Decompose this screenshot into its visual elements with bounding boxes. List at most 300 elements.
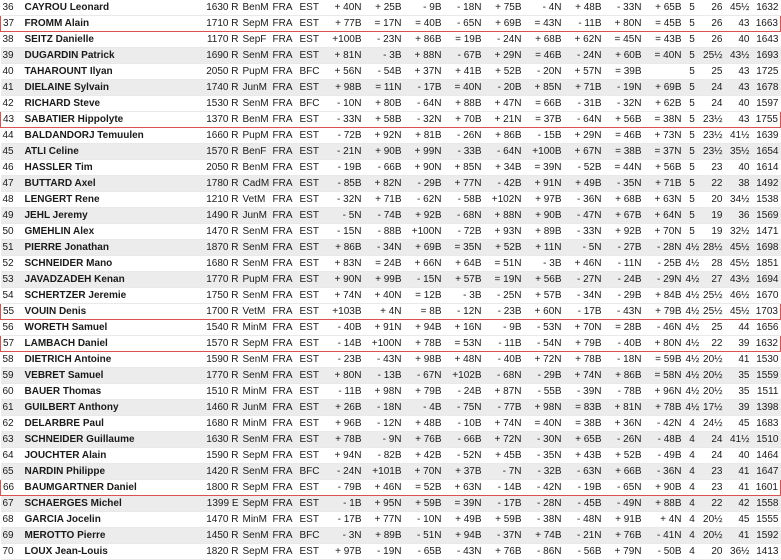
round-4-result: = 19B (444, 32, 484, 48)
table-row[interactable] (1, 544, 781, 560)
tiebreak-1-cell: 22 (701, 176, 725, 192)
round-9-result: - 29N (644, 272, 684, 288)
rank-cell: 64 (1, 448, 23, 464)
tiebreak-1-cell: 17½ (701, 400, 725, 416)
round-3-result: + 66N (404, 256, 444, 272)
round-4-result: - 24B (444, 384, 484, 400)
round-1-result: - 15N (324, 224, 364, 240)
round-8-result: = 46B (604, 128, 644, 144)
category-cell: SepM (241, 496, 271, 512)
table-row[interactable] (1, 176, 781, 192)
tiebreak-2-cell: 43 (725, 64, 752, 80)
league-cell: BFC (298, 64, 324, 80)
rank-cell: 45 (1, 144, 23, 160)
round-4-result: + 77N (444, 176, 484, 192)
table-row[interactable] (1, 32, 781, 48)
rank-cell: 52 (1, 256, 23, 272)
player-name-link[interactable]: TAHAROUNT Ilyan (23, 64, 203, 80)
player-name-link[interactable]: GUILBERT Anthony (23, 400, 203, 416)
federation-cell: FRA (271, 144, 298, 160)
round-6-result: - 32B (524, 464, 564, 480)
round-1-result: - 1B (324, 496, 364, 512)
federation-cell: FRA (271, 368, 298, 384)
tiebreak-2-cell: 35 (725, 384, 752, 400)
round-5-result: + 47N (484, 96, 524, 112)
rating-cell: 1630 R (203, 432, 241, 448)
performance-cell: 1632 (752, 0, 781, 16)
round-1-result: - 32N (324, 192, 364, 208)
points-cell: 4 (684, 480, 701, 496)
round-2-result: = 24B (364, 256, 404, 272)
table-row[interactable] (1, 320, 781, 336)
round-8-result: - 18N (604, 352, 644, 368)
round-3-result: + 48B (404, 416, 444, 432)
table-row[interactable] (1, 272, 781, 288)
federation-cell: FRA (271, 0, 298, 16)
round-1-result: + 81N (324, 48, 364, 64)
player-name-link[interactable]: GARCIA Jocelin (23, 512, 203, 528)
round-7-result: - 36N (564, 192, 604, 208)
table-row[interactable] (1, 304, 781, 320)
round-3-result: + 99N (404, 144, 444, 160)
round-6-result: + 60N (524, 304, 564, 320)
rank-cell: 43 (1, 112, 23, 128)
player-name-link[interactable]: BUTTARD Axel (23, 176, 203, 192)
round-2-result: - 88B (364, 224, 404, 240)
rank-cell: 50 (1, 224, 23, 240)
federation-cell: FRA (271, 208, 298, 224)
category-cell: SepM (241, 448, 271, 464)
player-name-link[interactable]: PIERRE Jonathan (23, 240, 203, 256)
player-name-link[interactable]: JAVADZADEH Kenan (23, 272, 203, 288)
tiebreak-1-cell: 25 (701, 64, 725, 80)
player-name-link[interactable]: ATLI Celine (23, 144, 203, 160)
round-8-result: + 86B (604, 368, 644, 384)
round-4-result: + 70B (444, 112, 484, 128)
rank-cell: 38 (1, 32, 23, 48)
player-name-link[interactable]: SCHERTZER Jeremie (23, 288, 203, 304)
rank-cell: 69 (1, 528, 23, 544)
player-name-link[interactable]: HASSLER Tim (23, 160, 203, 176)
league-cell: EST (298, 384, 324, 400)
round-6-result: = 46B (524, 48, 564, 64)
tiebreak-1-cell: 23 (701, 480, 725, 496)
table-row[interactable] (1, 464, 781, 480)
rating-cell: 1690 R (203, 48, 241, 64)
rank-cell: 36 (1, 0, 23, 16)
round-5-result: + 93N (484, 224, 524, 240)
table-row[interactable] (1, 128, 781, 144)
table-row[interactable] (1, 432, 781, 448)
tiebreak-1-cell: 20½ (701, 528, 725, 544)
round-3-result: = 40B (404, 16, 444, 32)
federation-cell: FRA (271, 432, 298, 448)
tiebreak-1-cell: 23 (701, 160, 725, 176)
performance-cell: 1703 (752, 304, 781, 320)
performance-cell: 1510 (752, 432, 781, 448)
rating-cell: 1750 R (203, 288, 241, 304)
points-cell: 5 (684, 32, 701, 48)
round-2-result: + 46N (364, 480, 404, 496)
round-3-result: + 78B (404, 336, 444, 352)
table-row[interactable] (1, 80, 781, 96)
player-name-link[interactable]: DIELAINE Sylvain (23, 80, 203, 96)
performance-cell: 1492 (752, 176, 781, 192)
round-8-result: - 65N (604, 480, 644, 496)
points-cell: 4 (684, 544, 701, 560)
tiebreak-1-cell: 24 (701, 80, 725, 96)
player-name-link[interactable]: LOUX Jean-Louis (23, 544, 203, 560)
player-name-link[interactable]: JOUCHTER Alain (23, 448, 203, 464)
round-5-result: + 29N (484, 48, 524, 64)
player-name-link[interactable]: VEBRET Samuel (23, 368, 203, 384)
rank-cell: 42 (1, 96, 23, 112)
player-name-link[interactable]: RICHARD Steve (23, 96, 203, 112)
performance-cell: 1592 (752, 528, 781, 544)
performance-cell: 1694 (752, 272, 781, 288)
player-name-link[interactable]: GMEHLIN Alex (23, 224, 203, 240)
round-9-result: + 65B (644, 0, 684, 16)
points-cell: 4½ (684, 304, 701, 320)
rating-cell: 1570 R (203, 336, 241, 352)
round-1-result: +100B (324, 32, 364, 48)
performance-cell: 1558 (752, 496, 781, 512)
table-row[interactable] (1, 224, 781, 240)
round-9-result: = 37N (644, 144, 684, 160)
round-6-result: - 3B (524, 256, 564, 272)
table-row[interactable] (1, 208, 781, 224)
tiebreak-2-cell: 39 (725, 400, 752, 416)
tiebreak-1-cell: 25½ (701, 48, 725, 64)
round-6-result: + 90B (524, 208, 564, 224)
table-row[interactable] (1, 352, 781, 368)
player-name-link[interactable]: SCHNEIDER Mano (23, 256, 203, 272)
player-name-link[interactable]: DUGARDIN Patrick (23, 48, 203, 64)
round-9-result: + 84B (644, 288, 684, 304)
rank-cell: 44 (1, 128, 23, 144)
table-row[interactable] (1, 96, 781, 112)
round-4-result: + 37B (444, 464, 484, 480)
player-name-link[interactable]: LAMBACH Daniel (23, 336, 203, 352)
round-6-result: + 56B (524, 272, 564, 288)
rating-cell: 1590 R (203, 448, 241, 464)
table-row[interactable] (1, 240, 781, 256)
table-row[interactable] (1, 192, 781, 208)
federation-cell: FRA (271, 288, 298, 304)
performance-cell: 1851 (752, 256, 781, 272)
round-8-result: + 80N (604, 16, 644, 32)
rating-cell: 1460 R (203, 400, 241, 416)
table-row[interactable] (1, 480, 781, 496)
points-cell: 4½ (684, 256, 701, 272)
table-row[interactable] (1, 16, 781, 32)
tiebreak-1-cell: 28½ (701, 240, 725, 256)
performance-cell: 1755 (752, 112, 781, 128)
category-cell: SenM (241, 528, 271, 544)
table-row[interactable] (1, 336, 781, 352)
round-2-result: + 82N (364, 176, 404, 192)
round-5-result: = 51N (484, 256, 524, 272)
player-name-link[interactable]: NARDIN Philippe (23, 464, 203, 480)
round-7-result: - 33N (564, 224, 604, 240)
round-3-result: = 8B (404, 304, 444, 320)
table-row[interactable] (1, 112, 781, 128)
round-6-result: - 30N (524, 432, 564, 448)
tiebreak-1-cell: 25½ (701, 304, 725, 320)
league-cell: EST (298, 0, 324, 16)
round-4-result: - 33B (444, 144, 484, 160)
round-6-result: = 37B (524, 112, 564, 128)
category-cell: JunM (241, 80, 271, 96)
player-name-link[interactable]: FROMM Alain (23, 16, 203, 32)
player-name-link[interactable]: SEITZ Danielle (23, 32, 203, 48)
tiebreak-2-cell: 35 (725, 368, 752, 384)
tiebreak-2-cell: 39 (725, 336, 752, 352)
category-cell: SenM (241, 368, 271, 384)
round-2-result: - 13B (364, 368, 404, 384)
performance-cell: 1725 (752, 64, 781, 80)
tiebreak-2-cell: 40 (725, 160, 752, 176)
points-cell: 4 (684, 416, 701, 432)
tiebreak-2-cell: 45 (725, 416, 752, 432)
table-row[interactable] (1, 400, 781, 416)
tiebreak-1-cell: 26 (701, 0, 725, 16)
tiebreak-2-cell: 45½ (725, 0, 752, 16)
round-5-result: - 23B (484, 304, 524, 320)
points-cell: 5 (684, 16, 701, 32)
tiebreak-1-cell: 20½ (701, 352, 725, 368)
points-cell: 4 (684, 496, 701, 512)
round-4-result: - 18N (444, 0, 484, 16)
round-3-result: - 29B (404, 176, 444, 192)
round-3-result: + 81B (404, 128, 444, 144)
table-row[interactable] (1, 448, 781, 464)
league-cell: EST (298, 48, 324, 64)
table-row[interactable] (1, 64, 781, 80)
player-name-link[interactable]: WORETH Samuel (23, 320, 203, 336)
tiebreak-2-cell: 36½ (725, 544, 752, 560)
player-name-link[interactable]: SABATIER Hippolyte (23, 112, 203, 128)
round-6-result: + 98N (524, 400, 564, 416)
tiebreak-2-cell: 41 (725, 464, 752, 480)
round-2-result: + 77N (364, 512, 404, 528)
performance-cell: 1639 (752, 128, 781, 144)
round-7-result: - 63N (564, 464, 604, 480)
round-7-result: + 49B (564, 176, 604, 192)
round-9-result: + 80N (644, 336, 684, 352)
round-4-result: - 26N (444, 128, 484, 144)
rating-cell: 1710 R (203, 16, 241, 32)
round-6-result: = 66B (524, 96, 564, 112)
points-cell: 5 (684, 0, 701, 16)
league-cell: EST (298, 416, 324, 432)
round-6-result: - 20N (524, 64, 564, 80)
table-row[interactable] (1, 496, 781, 512)
round-8-result: + 56B (604, 112, 644, 128)
tiebreak-2-cell: 43 (725, 80, 752, 96)
round-8-result: + 60B (604, 48, 644, 64)
round-1-result: - 19B (324, 160, 364, 176)
performance-cell: 1647 (752, 464, 781, 480)
league-cell: EST (298, 128, 324, 144)
category-cell: MinM (241, 416, 271, 432)
round-6-result: - 55B (524, 384, 564, 400)
rating-cell: 1420 R (203, 464, 241, 480)
federation-cell: FRA (271, 304, 298, 320)
federation-cell: FRA (271, 496, 298, 512)
round-6-result: + 89B (524, 224, 564, 240)
round-4-result: = 53N (444, 336, 484, 352)
rating-cell: 1820 R (203, 544, 241, 560)
category-cell: SenM (241, 224, 271, 240)
performance-cell: 1693 (752, 48, 781, 64)
category-cell: BenM (241, 0, 271, 16)
round-1-result: - 40B (324, 320, 364, 336)
rating-cell: 1370 R (203, 112, 241, 128)
round-5-result: + 52B (484, 64, 524, 80)
round-4-result: - 72B (444, 224, 484, 240)
round-3-result: - 64N (404, 96, 444, 112)
round-2-result: - 19N (364, 544, 404, 560)
table-row[interactable] (1, 512, 781, 528)
round-6-result: - 54N (524, 336, 564, 352)
table-row[interactable] (1, 416, 781, 432)
performance-cell: 1670 (752, 288, 781, 304)
round-7-result: + 62N (564, 32, 604, 48)
rating-cell: 1490 R (203, 208, 241, 224)
player-name-link[interactable]: BAUER Thomas (23, 384, 203, 400)
round-1-result: - 11B (324, 384, 364, 400)
round-7-result: - 21N (564, 528, 604, 544)
round-4-result: - 43N (444, 544, 484, 560)
points-cell: 4½ (684, 352, 701, 368)
player-name-link[interactable]: LENGERT Rene (23, 192, 203, 208)
points-cell: 4½ (684, 240, 701, 256)
points-cell: 4½ (684, 400, 701, 416)
table-row[interactable] (1, 256, 781, 272)
round-7-result: - 45B (564, 496, 604, 512)
points-cell: 4 (684, 448, 701, 464)
round-8-result: + 52B (604, 448, 644, 464)
federation-cell: FRA (271, 160, 298, 176)
round-8-result: - 27B (604, 240, 644, 256)
round-9-result: = 43B (644, 32, 684, 48)
player-name-link[interactable]: MEROTTO Pierre (23, 528, 203, 544)
round-2-result: +100N (364, 336, 404, 352)
category-cell: MinM (241, 512, 271, 528)
table-row[interactable] (1, 48, 781, 64)
round-9-result: + 70N (644, 224, 684, 240)
round-2-result: + 80B (364, 96, 404, 112)
round-7-result: - 39N (564, 384, 604, 400)
round-8-result: = 44N (604, 160, 644, 176)
league-cell: EST (298, 544, 324, 560)
round-6-result: = 40N (524, 416, 564, 432)
round-7-result: - 27N (564, 272, 604, 288)
federation-cell: FRA (271, 96, 298, 112)
round-4-result: + 49B (444, 512, 484, 528)
round-5-result: - 7N (484, 464, 524, 480)
round-9-result: + 96N (644, 384, 684, 400)
player-name-link[interactable]: DIETRICH Antoine (23, 352, 203, 368)
player-name-link[interactable]: BALDANDORJ Temuulen (23, 128, 203, 144)
table-row[interactable] (1, 144, 781, 160)
player-name-link[interactable]: SCHAERGES Michel (23, 496, 203, 512)
points-cell: 5 (684, 96, 701, 112)
round-4-result: = 39N (444, 496, 484, 512)
round-3-result: + 88N (404, 48, 444, 64)
round-1-result: + 78B (324, 432, 364, 448)
round-5-result: - 64N (484, 144, 524, 160)
round-2-result: - 66B (364, 160, 404, 176)
player-name-link[interactable]: JEHL Jeremy (23, 208, 203, 224)
round-2-result: +101B (364, 464, 404, 480)
round-2-result: - 18N (364, 400, 404, 416)
table-row[interactable] (1, 0, 781, 16)
table-row[interactable] (1, 368, 781, 384)
category-cell: BenM (241, 160, 271, 176)
table-row[interactable] (1, 384, 781, 400)
round-6-result: + 91N (524, 176, 564, 192)
round-3-result: - 62N (404, 192, 444, 208)
table-row[interactable] (1, 288, 781, 304)
league-cell: EST (298, 352, 324, 368)
round-7-result: - 34N (564, 288, 604, 304)
round-5-result: - 9B (484, 320, 524, 336)
player-name-link[interactable]: BAUMGARTNER Daniel (23, 480, 203, 496)
round-9-result: + 69B (644, 80, 684, 96)
round-9-result: + 56B (644, 160, 684, 176)
tiebreak-1-cell: 23 (701, 464, 725, 480)
category-cell: SenM (241, 256, 271, 272)
round-3-result: + 69B (404, 240, 444, 256)
round-4-result: - 58B (444, 192, 484, 208)
tiebreak-1-cell: 20 (701, 192, 725, 208)
player-name-link[interactable]: DELARBRE Paul (23, 416, 203, 432)
round-6-result: - 15B (524, 128, 564, 144)
round-5-result: - 42B (484, 176, 524, 192)
round-9-result: + 4N (644, 512, 684, 528)
round-7-result: + 70N (564, 320, 604, 336)
round-1-result: + 56N (324, 64, 364, 80)
player-name-link[interactable]: SCHNEIDER Guillaume (23, 432, 203, 448)
round-6-result: + 68B (524, 32, 564, 48)
round-1-result: + 80N (324, 368, 364, 384)
points-cell: 5 (684, 64, 701, 80)
round-6-result: +100B (524, 144, 564, 160)
rank-cell: 49 (1, 208, 23, 224)
round-8-result: - 33N (604, 0, 644, 16)
round-9-result: + 79B (644, 304, 684, 320)
player-name-link[interactable]: VOUIN Denis (23, 304, 203, 320)
round-2-result: + 71B (364, 192, 404, 208)
round-1-result: + 74N (324, 288, 364, 304)
table-row[interactable] (1, 528, 781, 544)
round-8-result: + 91B (604, 512, 644, 528)
rank-cell: 40 (1, 64, 23, 80)
table-row[interactable] (1, 160, 781, 176)
round-9-result: = 40N (644, 48, 684, 64)
tiebreak-2-cell: 41½ (725, 128, 752, 144)
player-name-link[interactable]: CAYROU Leonard (23, 0, 203, 16)
rank-cell: 66 (1, 480, 23, 496)
round-7-result: + 43B (564, 448, 604, 464)
tiebreak-1-cell: 22 (701, 336, 725, 352)
performance-cell: 1643 (752, 32, 781, 48)
rank-cell: 65 (1, 464, 23, 480)
round-2-result: + 98N (364, 384, 404, 400)
tiebreak-2-cell: 40 (725, 448, 752, 464)
